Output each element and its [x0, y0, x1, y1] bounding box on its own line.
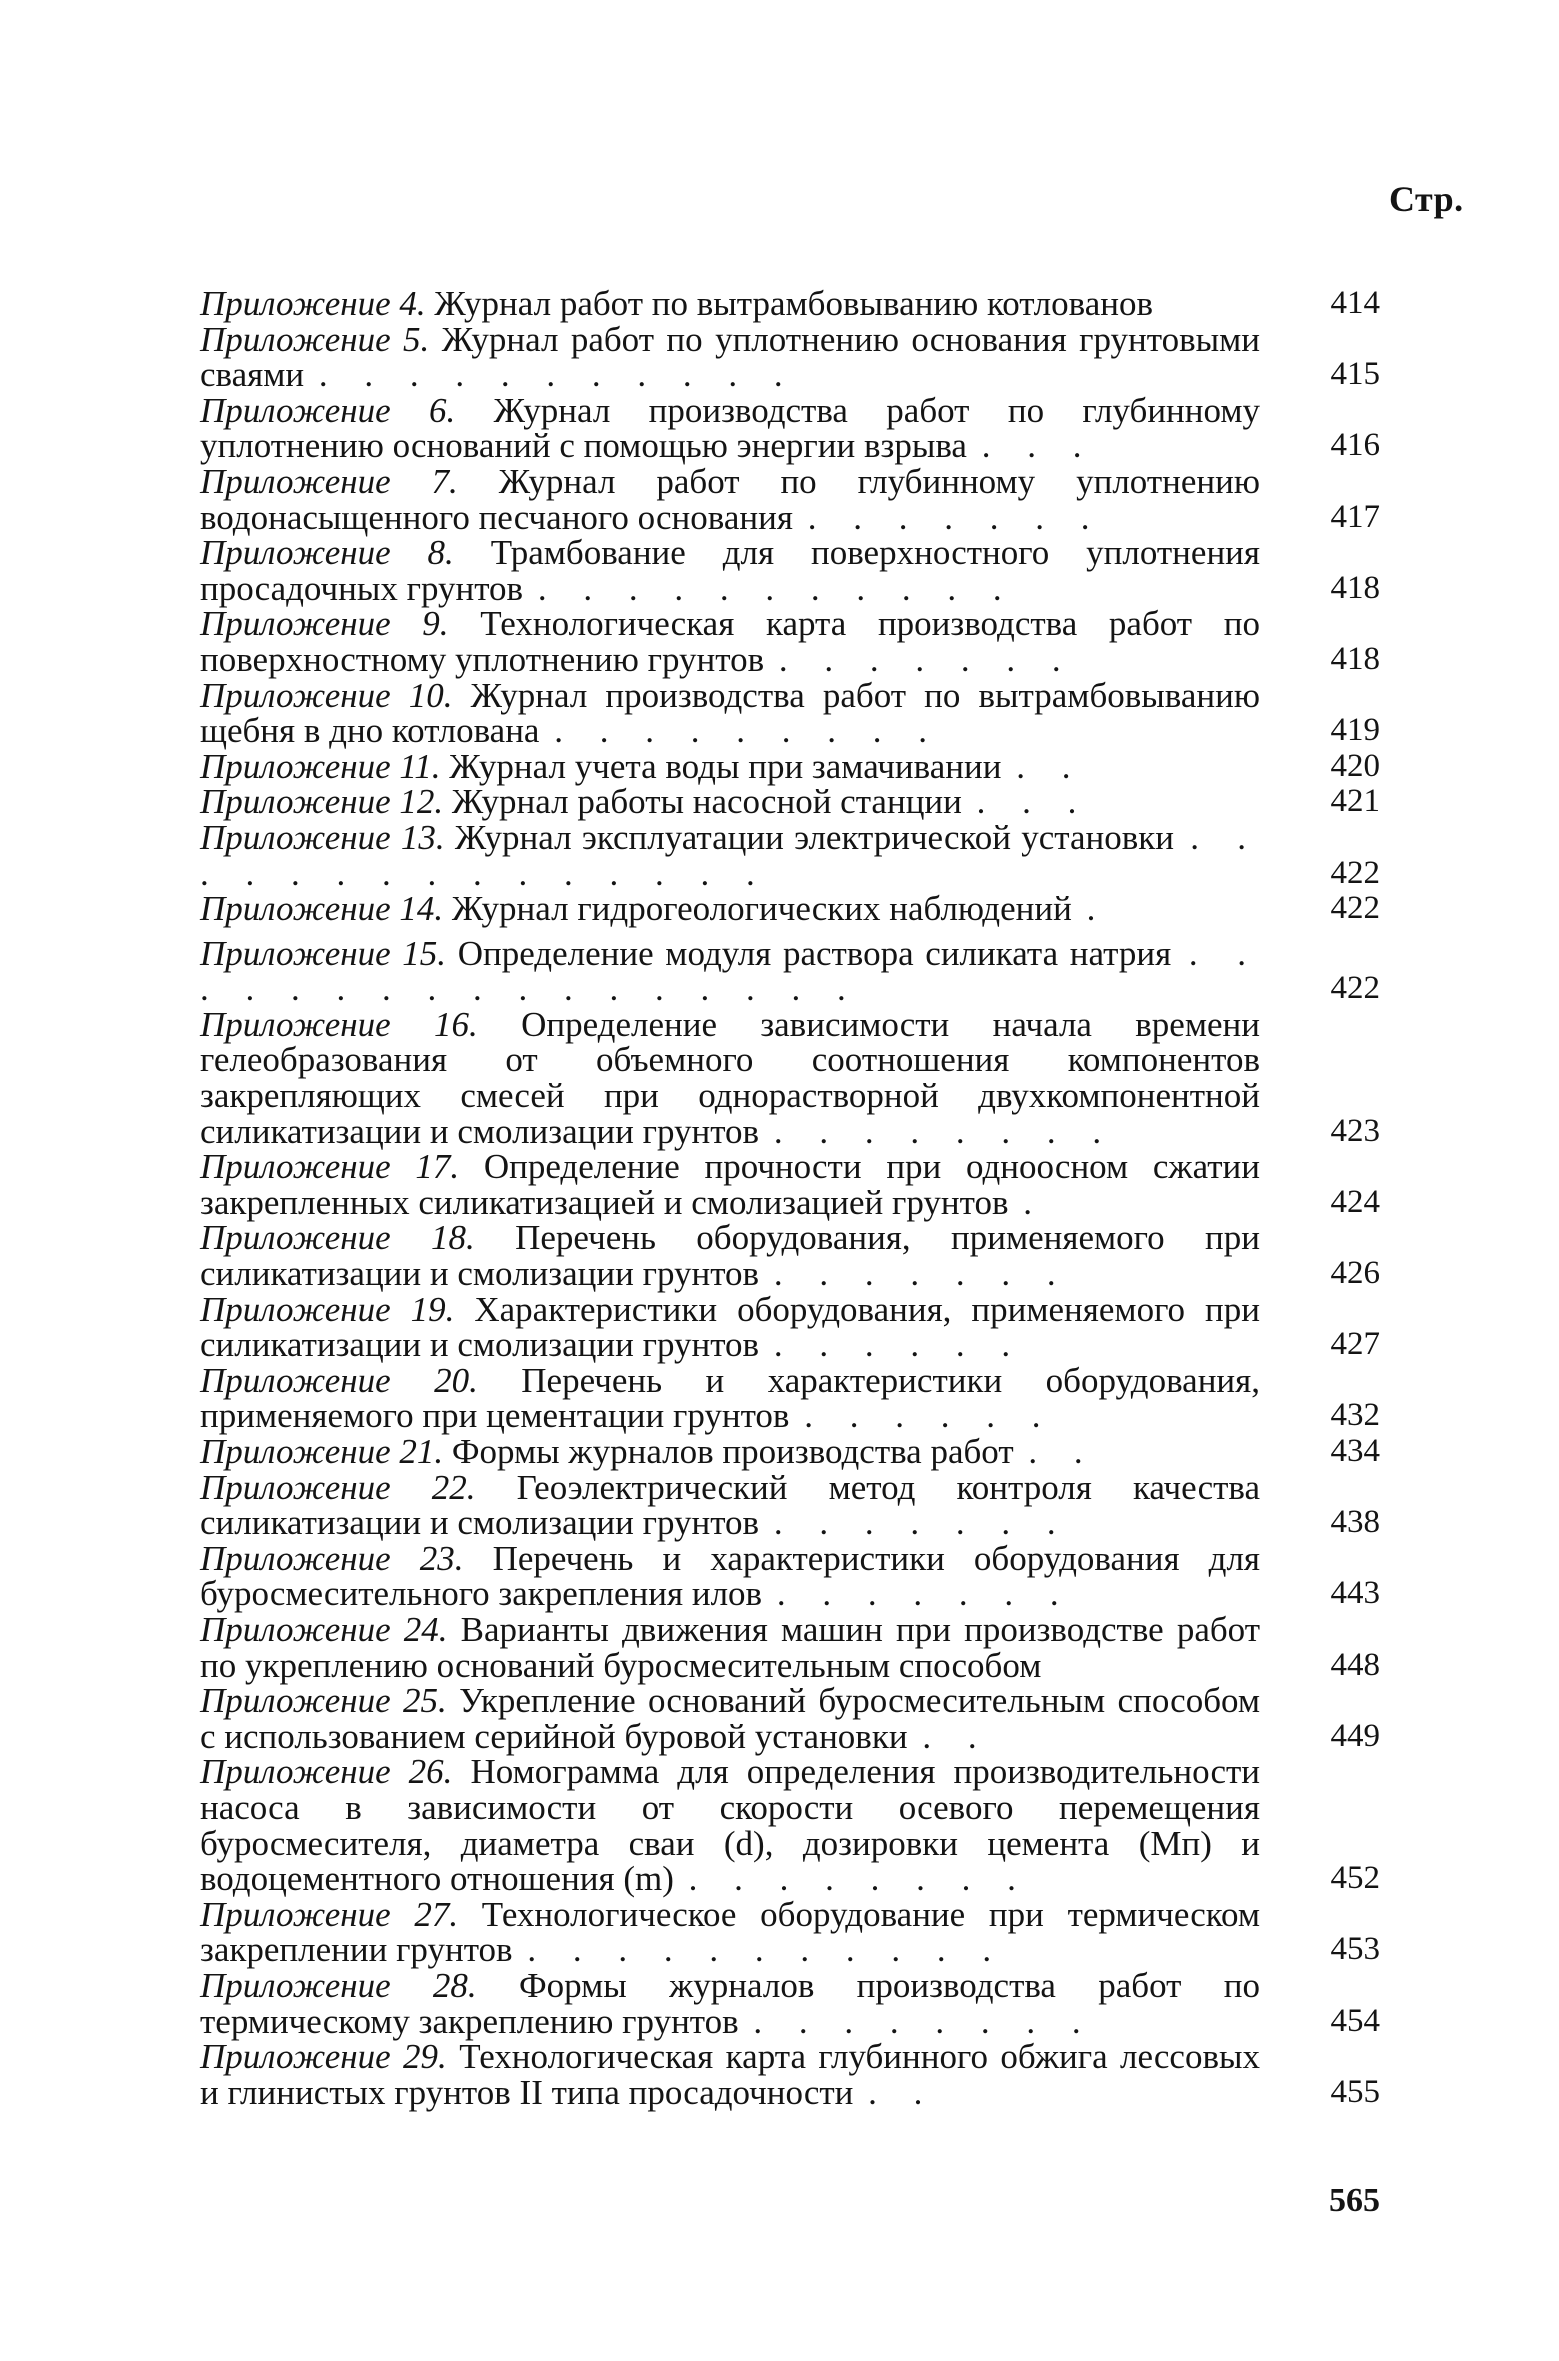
toc-entry-16: [200, 1004, 1380, 1151]
entry-page-number: 452: [1330, 1860, 1380, 1897]
toc-entry-29: [200, 2039, 1380, 2110]
dot-leader: . . . . . . . .: [773, 1111, 1116, 1151]
toc-entry-6: [200, 390, 1380, 466]
entry-prefix: Приложение 27.: [200, 1894, 459, 1934]
toc-entry-21: [200, 1434, 1380, 1470]
entry-page-number: 421: [1330, 783, 1380, 820]
entry-page-number: 453: [1330, 1931, 1380, 1968]
toc-entry-9: [200, 606, 1380, 677]
dot-leader: . . . . . . .: [773, 1503, 1070, 1543]
entry-title: Технологическая карта производства работ по поверхностному уплотнению грунтов: [200, 604, 1261, 679]
entry-prefix: Приложение 4.: [200, 284, 426, 323]
dot-leader: . . .: [976, 782, 1091, 822]
entry-page-number: 422: [1330, 970, 1380, 1007]
dot-leader: [1041, 1646, 1047, 1685]
entry-prefix: Приложение 5.: [200, 319, 430, 359]
entry-title: Номограмма для определения производительности насоса в зависимости от скорости осевого перемещения буросмесителя, диаметра сваи (d), дозировки цемента (Mп) и водоцементного отношения (m): [200, 1752, 1261, 1899]
entry-title: Перечень и характеристики оборудования для буросмесительного закрепления илов: [200, 1538, 1261, 1614]
page-number: 565: [1329, 2182, 1380, 2219]
entry-page-number: 423: [1330, 1112, 1380, 1149]
toc-entry-13: [200, 817, 1380, 893]
entry-page-number: 434: [1330, 1433, 1380, 1469]
dot-leader: . . . . . . .: [807, 497, 1104, 537]
entry-page-number: 438: [1330, 1504, 1380, 1541]
entry-page-number: 418: [1330, 569, 1380, 606]
dot-leader: . .: [922, 1716, 991, 1756]
entry-page-number: 443: [1330, 1575, 1380, 1612]
toc-entry-8: [200, 535, 1380, 606]
entry-prefix: Приложение 14.: [200, 889, 444, 929]
entry-title: Технологическое оборудование при термическом закреплении грунтов: [200, 1894, 1260, 1970]
entry-title: Укрепление оснований буросмесительным способом с использованием серийной буровой установки: [200, 1681, 1261, 1756]
dot-leader: . . .: [981, 426, 1096, 466]
page-column-label: Стр.: [1389, 179, 1464, 219]
entry-page-number: 416: [1330, 427, 1380, 464]
entry-title: Характеристики оборудования, применяемого при силикатизации и смолизации грунтов: [200, 1289, 1260, 1365]
toc-entry-27: [200, 1894, 1380, 1970]
dot-leader: . . . . . . . .: [688, 1859, 1030, 1899]
entry-title: Геоэлектрический метод контроля качества силикатизации и смолизации грунтов: [200, 1467, 1260, 1543]
entry-prefix: Приложение 20.: [200, 1360, 478, 1400]
entry-prefix: Приложение 8.: [200, 533, 454, 573]
dot-leader: . .: [1016, 746, 1085, 786]
entry-title: Определение прочности при одноосном сжатии закрепленных силикатизацией и смолизацией грунтов: [200, 1147, 1260, 1222]
dot-leader: . . . . . .: [804, 1396, 1055, 1436]
entry-page-number: 426: [1330, 1255, 1380, 1292]
entry-title: Журнал работ по уплотнению основания грунтовыми сваями: [200, 319, 1260, 395]
entry-page-number: 417: [1330, 498, 1380, 535]
entry-title: Журнал работ по вытрамбовыванию котлованов: [434, 284, 1153, 323]
entry-prefix: Приложение 22.: [200, 1467, 476, 1507]
entry-title: Журнал эксплуатации электрической установки: [454, 817, 1174, 857]
entry-page-number: 424: [1330, 1183, 1380, 1220]
toc-entry-23: [200, 1538, 1380, 1614]
toc-entry-18: [200, 1218, 1380, 1294]
toc-entry-15: [200, 933, 1380, 1009]
entry-title: Перечень и характеристики оборудования, применяемого при цементации грунтов: [200, 1360, 1261, 1436]
toc-entry-5: [200, 319, 1380, 395]
entry-prefix: Приложение 29.: [200, 2037, 447, 2077]
entry-page-number: 418: [1330, 640, 1380, 677]
entry-prefix: Приложение 10.: [200, 675, 453, 715]
entry-page-number: 422: [1330, 854, 1380, 891]
entry-prefix: Приложение 18.: [200, 1218, 475, 1258]
entry-prefix: Приложение 15.: [200, 933, 447, 973]
entry-title: Формы журналов производства работ: [451, 1432, 1014, 1471]
dot-leader: . . . . . . .: [773, 1254, 1070, 1294]
entry-page-number: 432: [1330, 1397, 1380, 1434]
entry-prefix: Приложение 12.: [200, 782, 444, 822]
dot-leader: .: [1086, 889, 1110, 929]
table-of-contents: [200, 286, 1380, 2110]
entry-title: Трамбование для поверхностного уплотнения просадочных грунтов: [200, 533, 1260, 608]
entry-title: Журнал производства работ по глубинному уплотнению оснований с помощью энергии взрыва: [200, 390, 1260, 466]
dot-leader: . . . . . . .: [776, 1574, 1073, 1614]
dot-leader: . . . . . . . . . . .: [537, 568, 1016, 608]
dot-leader: . .: [868, 2072, 937, 2112]
toc-entry-14: [200, 891, 1380, 927]
entry-title: Технологическая карта глубинного обжига лессовых и глинистых грунтов II типа просадочности: [200, 2037, 1260, 2112]
dot-leader: . .: [1028, 1432, 1097, 1471]
entry-page-number: 420: [1330, 747, 1380, 784]
entry-prefix: Приложение 6.: [200, 390, 456, 430]
dot-leader: .: [1023, 1182, 1047, 1222]
entry-title: Журнал производства работ по вытрамбовыванию щебня в дно котлована: [200, 675, 1261, 751]
dot-leader: . . . . . . . . . . . . . . .: [200, 817, 1260, 893]
toc-entry-22: [200, 1467, 1380, 1543]
entry-page-number: 448: [1330, 1646, 1380, 1683]
entry-prefix: Приложение 17.: [200, 1147, 460, 1187]
toc-entry-25: [200, 1683, 1380, 1754]
entry-page-number: 449: [1330, 1717, 1380, 1754]
entry-page-number: 454: [1330, 2002, 1380, 2039]
entry-prefix: Приложение 28.: [200, 1965, 477, 2005]
entry-prefix: Приложение 24.: [200, 1609, 448, 1649]
dot-leader: . . . . . . . . . . .: [527, 1930, 1006, 1970]
entry-title: Журнал работы насосной станции: [451, 782, 962, 822]
toc-entry-19: [200, 1289, 1380, 1365]
entry-title: Журнал работ по глубинному уплотнению водонасыщенного песчаного основания: [200, 461, 1260, 537]
toc-entry-7: [200, 461, 1380, 537]
toc-entry-11: [200, 746, 1380, 786]
entry-title: Формы журналов производства работ по термическому закреплению грунтов: [200, 1965, 1260, 2041]
entry-prefix: Приложение 23.: [200, 1538, 464, 1578]
entry-page-number: 455: [1330, 2073, 1380, 2110]
entry-title: Варианты движения машин при производстве работ по укреплению оснований буросмесительным способом: [200, 1609, 1261, 1685]
entry-title: Журнал гидрогеологических наблюдений: [451, 889, 1072, 929]
dot-leader: . . . . . . . . .: [554, 711, 941, 751]
entry-prefix: Приложение 26.: [200, 1752, 453, 1792]
toc-entry-10: [200, 675, 1380, 751]
toc-entry-4: [200, 286, 1380, 322]
dot-leader: [1153, 284, 1159, 323]
toc-entry-17: [200, 1149, 1380, 1220]
entry-page-number: 427: [1330, 1326, 1380, 1363]
entry-prefix: Приложение 13.: [200, 817, 445, 857]
entry-title: Определение зависимости начала времени гелеобразования от объемного соотношения компонентов закрепляющих смесей при однорастворной двухкомпонентной силикатизации и смолизации грунтов: [200, 1004, 1260, 1151]
toc-entry-28: [200, 1965, 1380, 2041]
dot-leader: . . . . . . .: [778, 639, 1075, 679]
entry-page-number: 414: [1330, 285, 1380, 321]
entry-title: Определение модуля раствора силиката натрия: [457, 933, 1172, 973]
entry-prefix: Приложение 21.: [200, 1432, 444, 1471]
toc-entry-26: [200, 1752, 1380, 1899]
entry-prefix: Приложение 19.: [200, 1289, 455, 1329]
entry-title: Перечень оборудования, применяемого при силикатизации и смолизации грунтов: [200, 1218, 1261, 1294]
entry-title: Журнал учета воды при замачивании: [449, 746, 1002, 786]
entry-page-number: 419: [1330, 712, 1380, 749]
dot-leader: . . . . . . . .: [753, 2001, 1095, 2041]
entry-prefix: Приложение 11.: [200, 746, 441, 786]
toc-entry-24: [200, 1609, 1380, 1685]
entry-prefix: Приложение 9.: [200, 604, 449, 644]
toc-entry-12: [200, 784, 1380, 820]
entry-prefix: Приложение 25.: [200, 1681, 447, 1721]
dot-leader: . . . . . . . . . . .: [318, 355, 797, 395]
entry-prefix: Приложение 7.: [200, 461, 458, 501]
toc-entry-20: [200, 1360, 1380, 1436]
dot-leader: . . . . . . . . . . . . . . . . .: [200, 933, 1261, 1009]
entry-page-number: 415: [1330, 356, 1380, 393]
entry-page-number: 422: [1330, 890, 1380, 927]
dot-leader: . . . . . .: [773, 1325, 1025, 1365]
entry-prefix: Приложение 16.: [200, 1004, 478, 1044]
